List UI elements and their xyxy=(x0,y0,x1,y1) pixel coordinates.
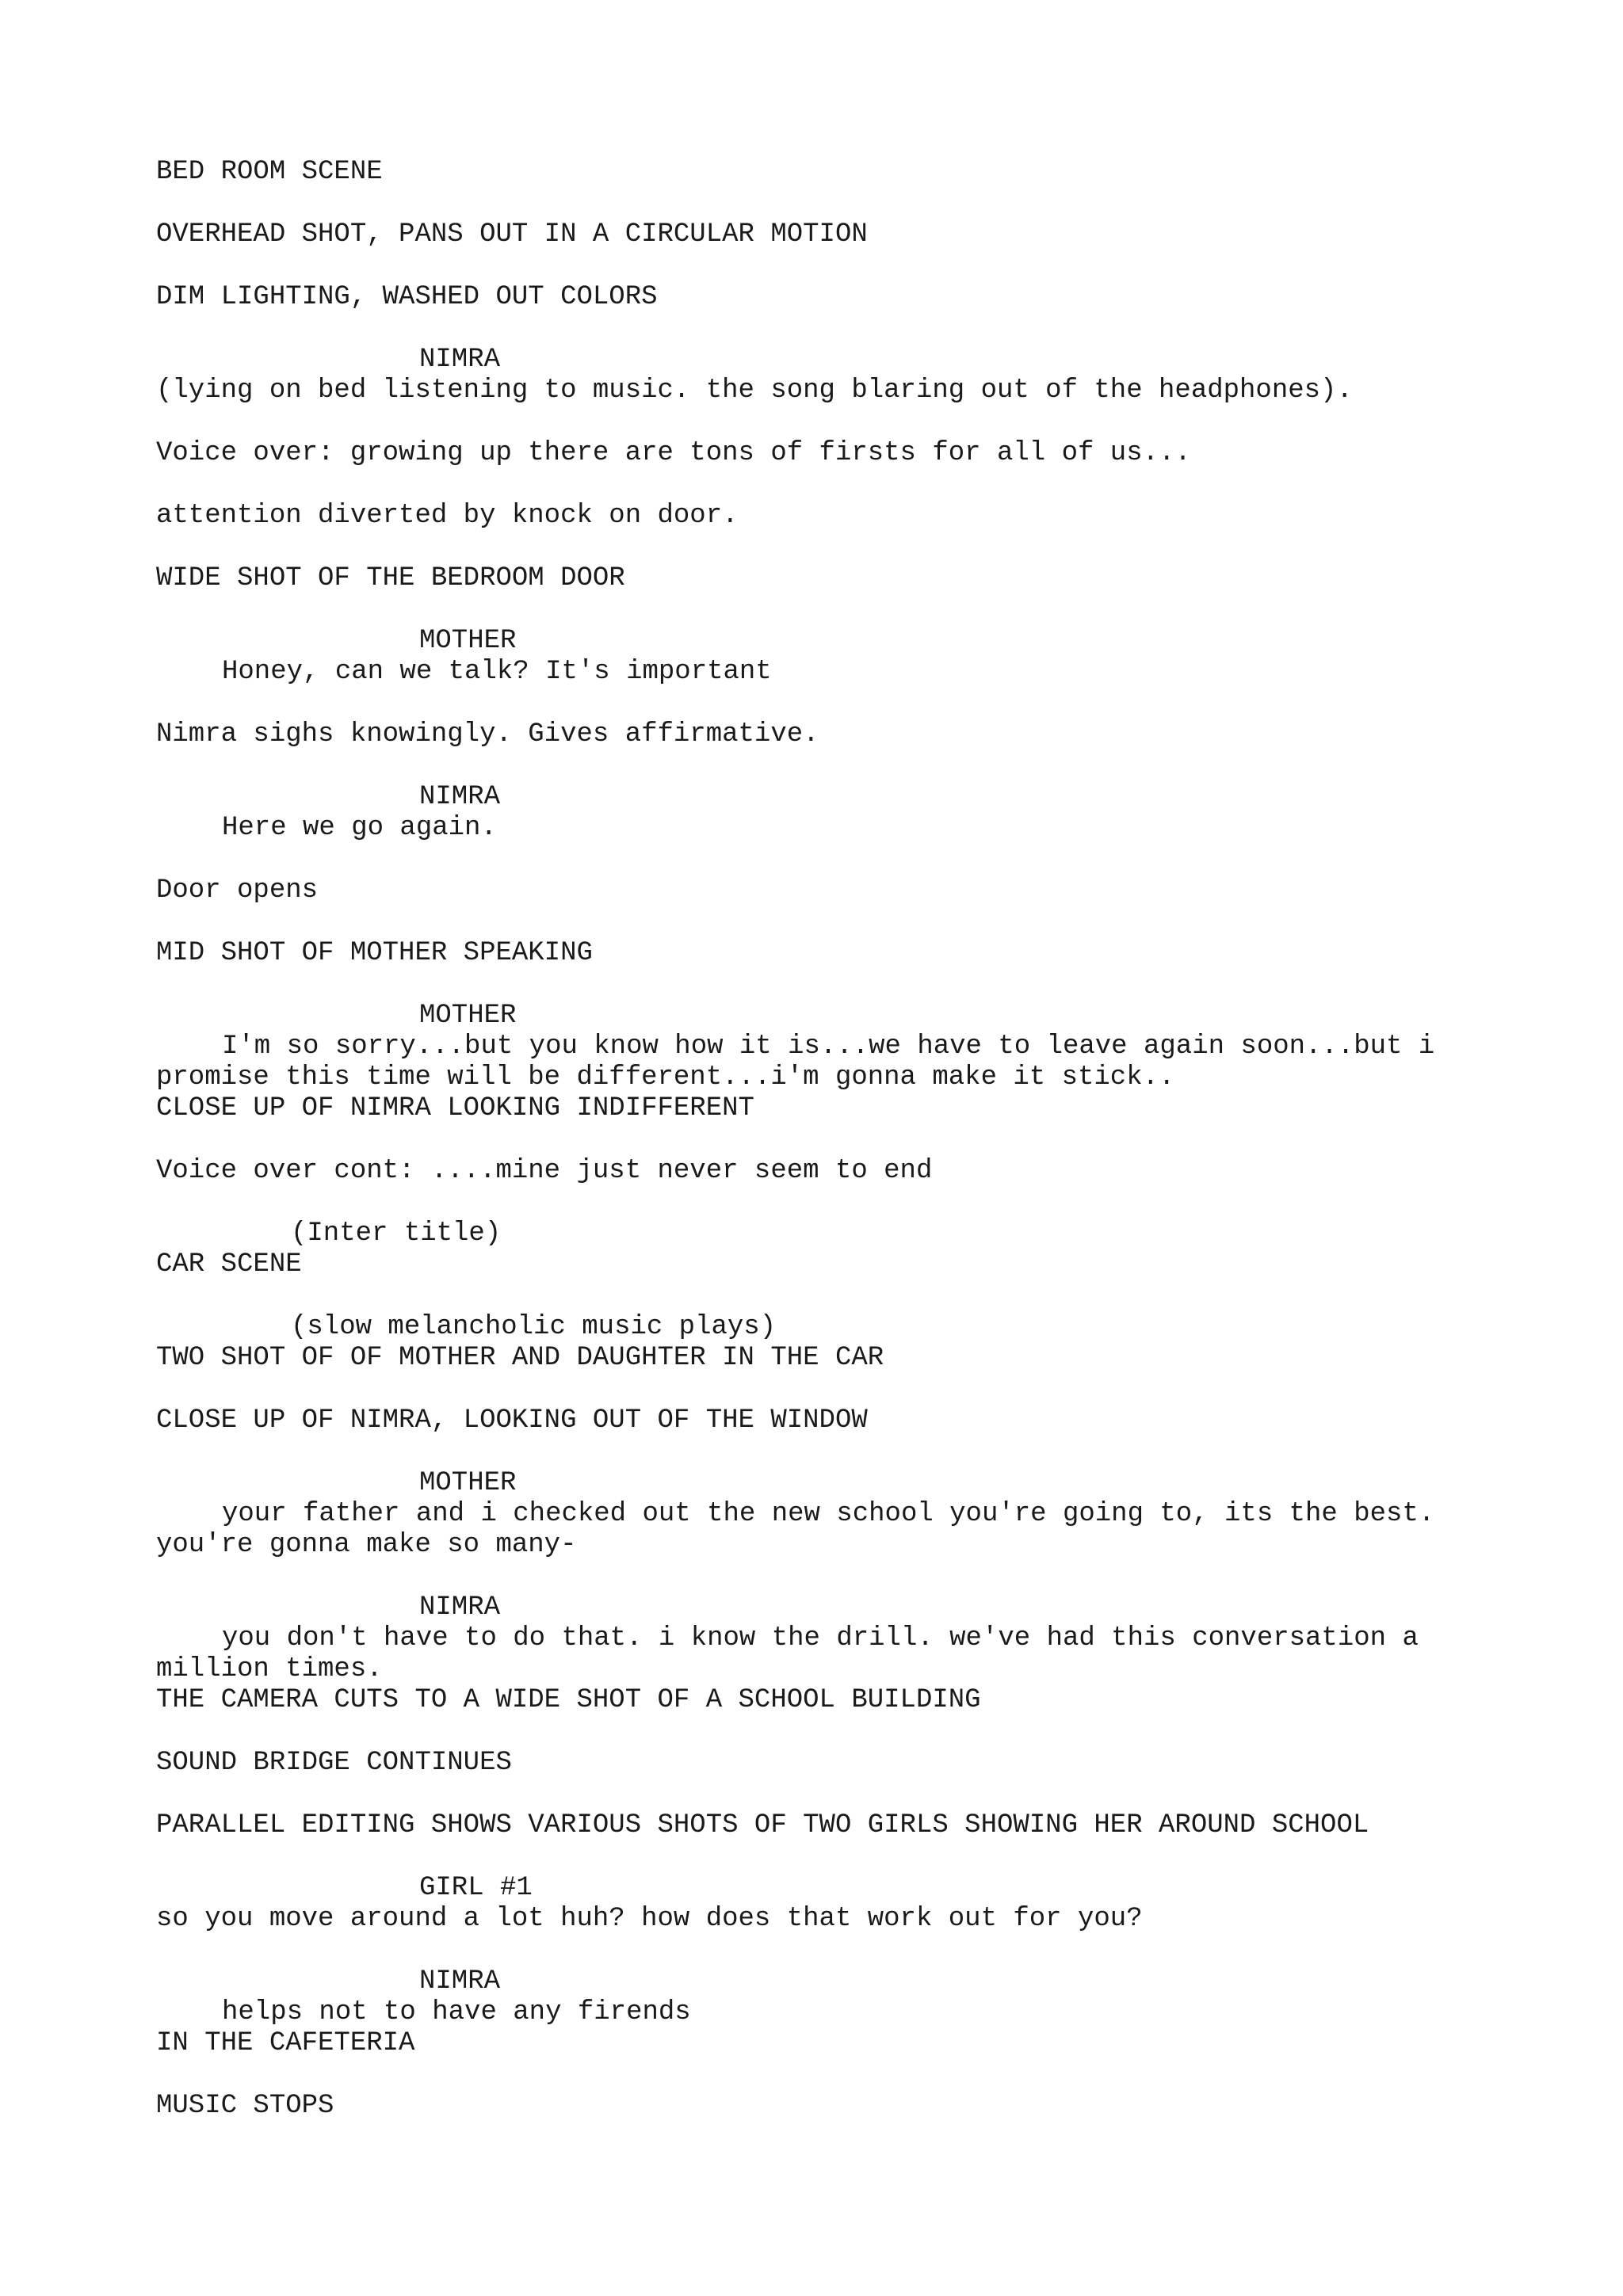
dialogue-line: helps not to have any firends xyxy=(222,1997,691,2027)
action-line: MID SHOT OF MOTHER SPEAKING xyxy=(156,938,593,968)
parenthetical: (slow melancholic music plays) xyxy=(291,1312,777,1342)
action-line: WIDE SHOT OF THE BEDROOM DOOR xyxy=(156,563,625,593)
dialogue-line: Here we go again. xyxy=(222,813,497,843)
action-line: Voice over cont: ....mine just never seem to end xyxy=(156,1156,933,1186)
action-line: TWO SHOT OF OF MOTHER AND DAUGHTER IN THE CAR xyxy=(156,1343,884,1373)
scene-heading: CAR SCENE xyxy=(156,1249,302,1280)
character-name: GIRL #1 xyxy=(419,1873,533,1903)
action-line: CLOSE UP OF NIMRA LOOKING INDIFFERENT xyxy=(156,1093,754,1123)
dialogue-line: you're gonna make so many- xyxy=(156,1530,577,1560)
dialogue-line: I'm so sorry...but you know how it is...we have to leave again soon...but i xyxy=(222,1032,1435,1062)
action-line: OVERHEAD SHOT, PANS OUT IN A CIRCULAR MOTION xyxy=(156,219,868,250)
action-line: Voice over: growing up there are tons of firsts for all of us... xyxy=(156,438,1191,468)
dialogue-line: Honey, can we talk? It's important xyxy=(222,657,772,687)
character-name: MOTHER xyxy=(419,626,517,656)
action-line: THE CAMERA CUTS TO A WIDE SHOT OF A SCHOOL BUILDING xyxy=(156,1685,981,1715)
character-name: MOTHER xyxy=(419,1001,517,1031)
action-line: attention diverted by knock on door. xyxy=(156,501,739,531)
dialogue-line: so you move around a lot huh? how does that work out for you? xyxy=(156,1904,1143,1934)
action-line: Nimra sighs knowingly. Gives affirmative. xyxy=(156,719,819,749)
character-name: NIMRA xyxy=(419,1592,501,1623)
action-line: Door opens xyxy=(156,875,319,906)
character-name: NIMRA xyxy=(419,1966,501,1997)
character-name: MOTHER xyxy=(419,1468,517,1498)
scene-heading: BED ROOM SCENE xyxy=(156,157,383,187)
dialogue-line: you don't have to do that. i know the drill. we've had this conversation a xyxy=(222,1623,1419,1653)
dialogue-line: promise this time will be different...i'm gonna make it stick.. xyxy=(156,1062,1175,1093)
parenthetical: (lying on bed listening to music. the song blaring out of the headphones). xyxy=(156,376,1353,406)
action-line: CLOSE UP OF NIMRA, LOOKING OUT OF THE WINDOW xyxy=(156,1405,868,1436)
action-line: SOUND BRIDGE CONTINUES xyxy=(156,1748,512,1778)
scene-heading: IN THE CAFETERIA xyxy=(156,2028,415,2058)
character-name: NIMRA xyxy=(419,782,501,812)
action-line: DIM LIGHTING, WASHED OUT COLORS xyxy=(156,282,658,312)
parenthetical: (Inter title) xyxy=(291,1219,502,1249)
action-line: PARALLEL EDITING SHOWS VARIOUS SHOTS OF TWO GIRLS SHOWING HER AROUND SCHOOL xyxy=(156,1810,1369,1840)
dialogue-line: million times. xyxy=(156,1654,383,1684)
action-line: MUSIC STOPS xyxy=(156,2091,334,2121)
character-name: NIMRA xyxy=(419,345,501,375)
dialogue-line: your father and i checked out the new school you're going to, its the best. xyxy=(222,1499,1435,1529)
